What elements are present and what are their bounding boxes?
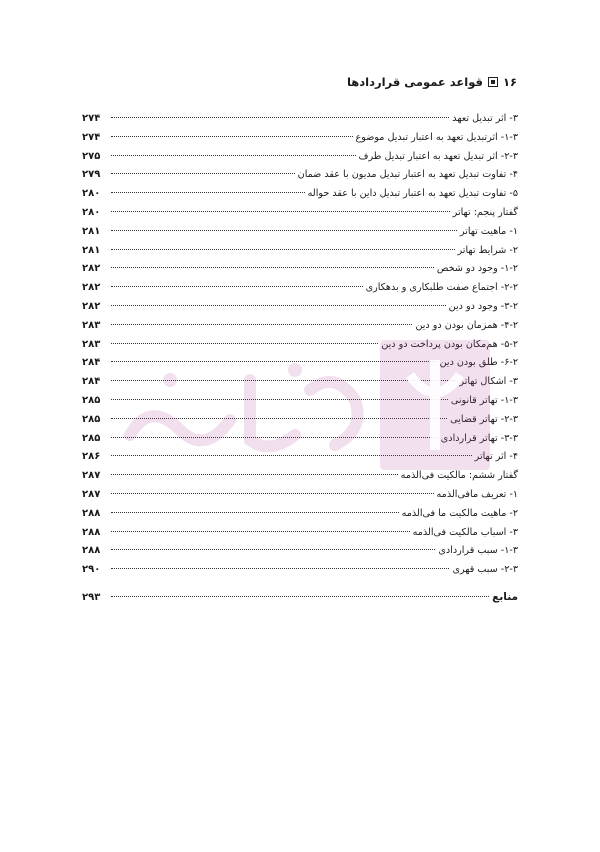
toc-entry-page: ۲۸۲ [82, 300, 101, 312]
dot-leader [111, 596, 489, 597]
toc-entry [82, 223, 518, 242]
toc-entry [82, 561, 518, 580]
toc-entry-title: ۲-۳- سبب قهری [452, 564, 518, 576]
dot-leader [111, 361, 437, 362]
toc-entry-title: ۱- ماهیت تهاتر [459, 225, 518, 237]
page-header [83, 74, 517, 90]
toc-entry-title: ۱-۲- وجود دو شخص [436, 263, 518, 275]
dot-leader [111, 173, 295, 174]
toc-entry-title: ۳- اشکال تهاتر [459, 376, 518, 388]
toc-entry-page: ۲۸۸ [82, 545, 101, 557]
toc-entry-page: ۲۸۷ [82, 470, 101, 482]
toc-entry-page: ۲۸۱ [82, 244, 101, 256]
toc-entry [82, 185, 518, 204]
toc-entry [82, 110, 518, 129]
toc-entry-page: ۲۸۰ [82, 206, 101, 218]
toc-entry-title: ۴-۲- همزمان بودن دو دین [415, 319, 518, 331]
dot-leader [111, 399, 448, 400]
toc-entry-title: ۲- شرایط تهاتر [457, 244, 518, 256]
toc-entry [82, 260, 518, 279]
dot-leader [111, 455, 472, 456]
toc-entry [82, 486, 518, 505]
dot-leader [111, 192, 305, 193]
dot-leader [111, 211, 450, 212]
toc-entry-title: ۶-۲- طلق بودن دین [439, 357, 518, 369]
dot-leader [111, 531, 410, 532]
dot-leader [111, 324, 412, 325]
toc-entry-title: ۱- تعریف مافی‌الذمه [436, 488, 518, 500]
toc-entry-page: ۲۸۵ [82, 413, 101, 425]
dot-leader [111, 418, 447, 419]
toc-entry [82, 430, 518, 449]
toc-entry-page: ۲۸۵ [82, 394, 101, 406]
toc-entry-title: منابع [492, 590, 518, 603]
page-number: ۱۶ [502, 75, 517, 89]
dot-leader [111, 286, 363, 287]
toc-entry-title: ۳- اسباب مالکیت فی‌الذمه [412, 526, 518, 538]
toc-entry-page: ۲۸۳ [82, 319, 101, 331]
toc-entry [82, 354, 518, 373]
toc-entry [82, 298, 518, 317]
dot-leader [111, 155, 356, 156]
table-of-contents [82, 110, 518, 607]
toc-entry-page: ۲۸۲ [82, 282, 101, 294]
dot-leader [111, 437, 438, 438]
toc-entry [82, 505, 518, 524]
toc-entry [82, 317, 518, 336]
toc-entry-title: ۱-۳- تهاتر قانونی [450, 394, 518, 406]
toc-entry-title: ۵-۲- هم‌مکان بودن پرداخت دو دین [381, 338, 518, 350]
toc-entry-title: ۴- اثر تهاتر [474, 451, 518, 463]
dot-leader [111, 512, 399, 513]
toc-entry-page: ۲۸۴ [82, 357, 101, 369]
toc-entry-page: ۲۸۸ [82, 526, 101, 538]
toc-entry-page: ۲۸۴ [82, 376, 101, 388]
toc-entry-page: ۲۹۳ [82, 591, 101, 603]
toc-entry-page: ۲۷۴ [82, 113, 101, 124]
toc-entry [82, 373, 518, 392]
toc-entry [82, 411, 518, 430]
toc-entry-title: ۲-۳- اثر تبدیل تعهد به اعتبار تبدیل طرف [358, 150, 518, 162]
toc-entry [82, 524, 518, 543]
toc-entry-title: ۱-۳- اثرتبدیل تعهد به اعتبار تبدیل موضوع [355, 131, 518, 143]
toc-entry [82, 242, 518, 261]
toc-entry [82, 448, 518, 467]
toc-entry-title: ۱-۳- سبب قراردادی [438, 545, 518, 557]
toc-entry-title: ۲-۳- تهاتر قضایی [450, 413, 518, 425]
toc-entry [82, 392, 518, 411]
toc-entry-page: ۲۸۷ [82, 488, 101, 500]
toc-entry-title: ۳- اثر تبدیل تعهد [452, 113, 518, 124]
dot-leader [111, 380, 456, 381]
dot-leader [111, 267, 434, 268]
toc-entry-page: ۲۸۰ [82, 188, 101, 200]
dot-leader [111, 117, 449, 118]
toc-entry-title: گفتار پنجم: تهاتر [452, 206, 518, 218]
toc-entry-references [82, 588, 518, 607]
toc-spacer [82, 580, 518, 588]
toc-entry-page: ۲۸۱ [82, 225, 101, 237]
toc-entry-page: ۲۹۰ [82, 564, 101, 576]
toc-entry-page: ۲۷۹ [82, 169, 101, 181]
toc-entry-title: ۳-۲- وجود دو دین [448, 300, 518, 312]
toc-entry-title: گفتار ششم: مالکیت فی‌الذمه [400, 470, 518, 482]
toc-entry [82, 204, 518, 223]
toc-entry [82, 279, 518, 298]
dot-leader [111, 305, 446, 306]
toc-entry-title: ۲-۲- اجتماع صفت طلبکاری و بدهکاری [365, 282, 518, 294]
toc-entry-page: ۲۸۵ [82, 432, 101, 444]
toc-entry-title: ۳-۳- تهاتر قراردادی [440, 432, 518, 444]
toc-entry [82, 166, 518, 185]
toc-entry-title: ۲- ماهیت مالکیت ما فی‌الذمه [401, 507, 518, 519]
dot-leader [111, 474, 398, 475]
toc-entry [82, 336, 518, 355]
dot-leader [111, 568, 449, 569]
toc-entry [82, 467, 518, 486]
square-bullet-icon [488, 77, 498, 87]
book-title: قواعد عمومی قراردادها [346, 75, 483, 89]
toc-entry-title: ۴- تفاوت تبدیل تعهد به اعتبار تبدیل مدیون با عقد ضمان [297, 169, 518, 181]
dot-leader [111, 136, 353, 137]
dot-leader [111, 549, 435, 550]
toc-entry-page: ۲۸۲ [82, 263, 101, 275]
dot-leader [111, 230, 457, 231]
dot-leader [111, 343, 378, 344]
toc-entry-page: ۲۸۳ [82, 338, 101, 350]
toc-entry-page: ۲۷۴ [82, 131, 101, 143]
toc-entry-page: ۲۸۶ [82, 451, 101, 463]
toc-entry-page: ۲۸۸ [82, 507, 101, 519]
toc-entry [82, 129, 518, 148]
toc-entry-title: ۵- تفاوت تبدیل تعهد به اعتبار تبدیل داین با عقد حواله [307, 188, 518, 200]
dot-leader [111, 493, 434, 494]
toc-entry-page: ۲۷۵ [82, 150, 101, 162]
toc-entry [82, 148, 518, 167]
dot-leader [111, 249, 455, 250]
toc-entry [82, 542, 518, 561]
